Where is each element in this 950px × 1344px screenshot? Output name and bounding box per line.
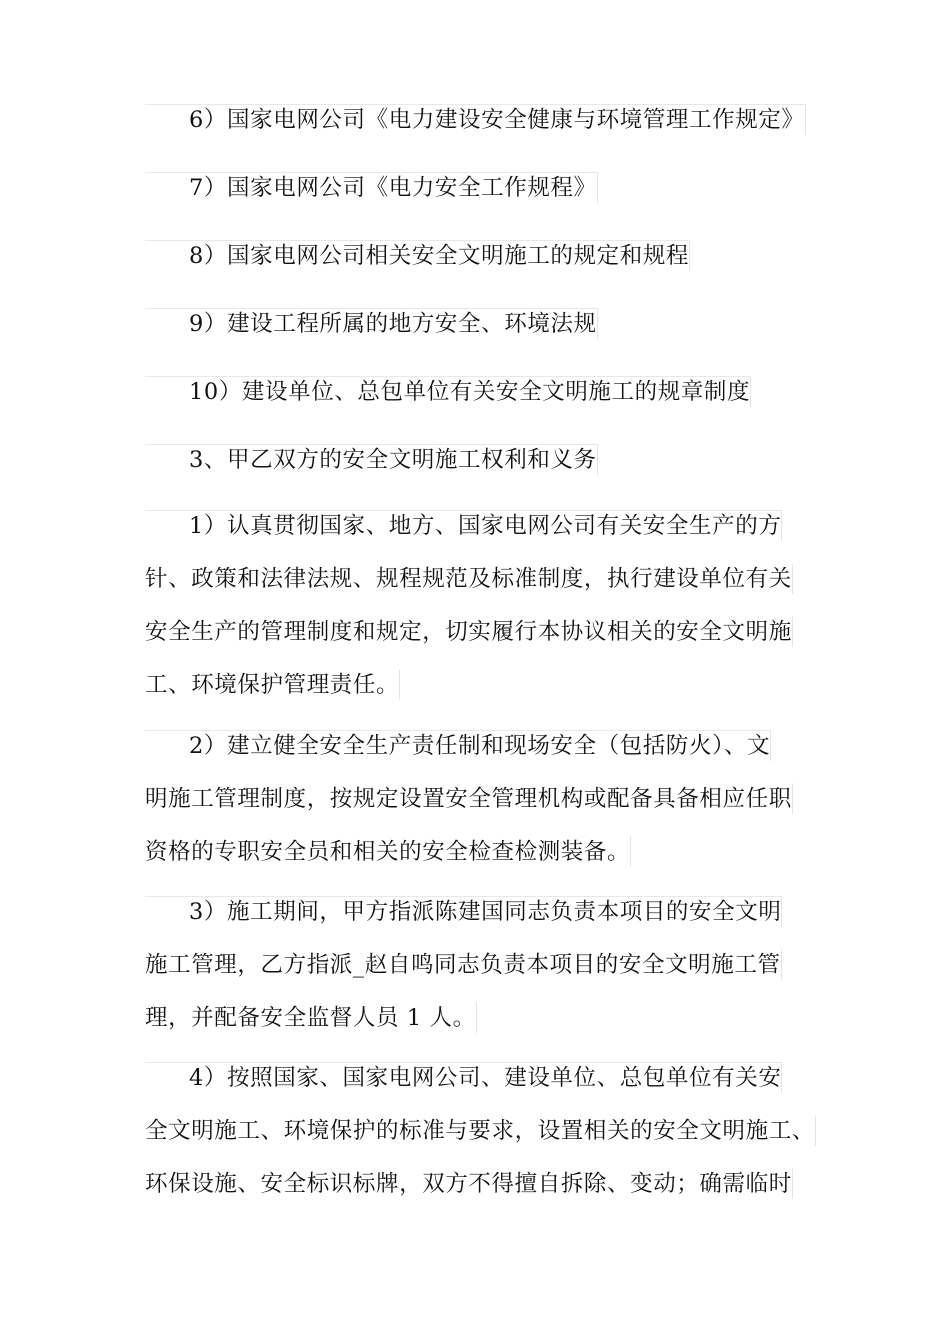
list-item [145, 104, 815, 135]
paragraph-line: 3、甲乙双方的安全文明施工权利和义务 [145, 444, 598, 475]
list-item [145, 240, 815, 271]
paragraph-line: 理，并配备安全监督人员 1 人。 [145, 1002, 477, 1033]
paragraph-line: 工、环境保护管理责任。 [145, 669, 400, 700]
paragraph-line: 6）国家电网公司《电力建设安全健康与环境管理工作规定》 [145, 104, 806, 135]
paragraph-line: 针、政策和法律法规、规程规范及标准制度，执行建设单位有关 [145, 563, 793, 594]
paragraph-line: 全文明施工、环境保护的标准与要求，设置相关的安全文明施工、 [145, 1115, 816, 1146]
paragraph-line: 明施工管理制度，按规定设置安全管理机构或配备具备相应任职 [145, 783, 793, 814]
paragraph-line: 9）建设工程所属的地方安全、环境法规 [145, 308, 598, 339]
paragraph-line: 10）建设单位、总包单位有关安全文明施工的规章制度 [145, 376, 751, 407]
paragraph-line: 安全生产的管理制度和规定，切实履行本协议相关的安全文明施 [145, 616, 793, 647]
list-item [145, 376, 815, 407]
paragraph-line: 施工管理，乙方指派_赵自鸣同志负责本项目的安全文明施工管 [145, 949, 782, 980]
paragraph [145, 1062, 815, 1199]
section-heading [145, 444, 815, 475]
paragraph [145, 510, 815, 700]
paragraph-line: 3）施工期间，甲方指派陈建国同志负责本项目的安全文明 [145, 896, 782, 927]
paragraph-line: 4）按照国家、国家电网公司、建设单位、总包单位有关安 [145, 1062, 782, 1093]
paragraph [145, 896, 815, 1033]
paragraph-line: 7）国家电网公司《电力安全工作规程》 [145, 172, 598, 203]
paragraph-line: 环保设施、安全标识标牌，双方不得擅自拆除、变动；确需临时 [145, 1168, 793, 1199]
paragraph-line: 1）认真贯彻国家、地方、国家电网公司有关安全生产的方 [145, 510, 782, 541]
paragraph-line: 2）建立健全安全生产责任制和现场安全（包括防火）、文 [145, 730, 771, 761]
paragraph-line: 资格的专职安全员和相关的安全检查检测装备。 [145, 836, 631, 867]
list-item [145, 308, 815, 339]
list-item [145, 172, 815, 203]
paragraph-line: 8）国家电网公司相关安全文明施工的规定和规程 [145, 240, 690, 271]
paragraph [145, 730, 815, 867]
